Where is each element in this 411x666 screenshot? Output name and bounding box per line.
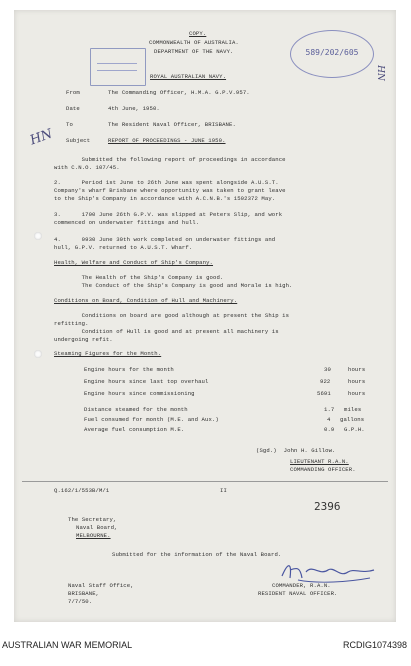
commonwealth-heading: COMMONWEALTH OF AUSTRALIA. [149,39,239,46]
department-heading: DEPARTMENT OF THE NAVY. [154,48,234,55]
steam-unit: miles [344,406,362,413]
signer-rank: LIEUTENANT R.A.N. [290,458,349,465]
from-value: The Commanding Officer, H.M.A. G.P.V.957. [108,89,250,96]
para-3-line: commenced on underwater fittings and hull. [54,219,200,226]
condition-line: Condition of Hull is good and at present all machinery is [54,328,279,335]
condition-line: Conditions on board are good although at present the Ship is [54,312,290,319]
steam-label: Engine hours since commissioning [84,390,195,397]
intro-line: with C.N.O. 107/45. [54,164,120,171]
steam-value: 1.7 [324,406,335,413]
section-divider [22,481,388,482]
minute-signer: RESIDENT NAVAL OFFICER. [258,590,338,597]
steam-value: 0.9 [324,426,335,433]
file-number-stamp [290,30,374,78]
punch-hole [34,350,42,358]
condition-line: undergoing refit. [54,336,113,343]
steam-value: 30 [324,366,331,373]
condition-line: refitting. [54,320,89,327]
steam-unit: gallons [340,416,365,423]
health-line: The Conduct of the Ship's Company is good and Morale is high. [54,282,293,289]
handwritten-number: 2396 [314,500,341,513]
minute-to-line: Naval Board, [76,524,118,531]
file-number: 589/202/605 [305,48,359,57]
steam-label: Engine hours for the month [84,366,174,373]
minute-to-line: MELBOURNE. [76,532,111,539]
date-value: 4th June, 1950. [108,105,160,112]
margin-initials: HN [28,126,55,149]
para-4-line: hull, G.P.V. returned to A.U.S.T. Wharf. [54,244,193,251]
punch-hole [34,232,42,240]
minute-signer: COMMANDER, R.A.N. [272,582,331,589]
minute-to-line: The Secretary, [68,516,117,523]
footer-credit: AUSTRALIAN WAR MEMORIAL [2,640,133,650]
para-3-line: 3. 1700 June 26th G.P.V. was slipped at Peters Slip, and work [54,211,283,218]
to-value: The Resident Naval Officer, BRISBANE. [108,121,236,128]
steam-unit: hours [348,378,366,385]
minute-number: II [220,487,227,494]
steam-label: Average fuel consumption M.E. [84,426,185,433]
minute-submitted: Submitted for the information of the Naval Board. [112,551,282,558]
steam-value: 922 [320,378,331,385]
steam-value: 4 [327,416,331,423]
steam-unit: hours [348,366,366,373]
to-label: To [66,121,73,128]
para-2-line: to the Ship's Company in accordance with A.C.N.B.'s 1502372 May. [54,195,276,202]
signer-title: COMMANDING OFFICER. [290,466,356,473]
intro-line: Submitted the following report of proceedings in accordance [54,156,286,163]
health-line: The Health of the Ship's Company is good. [54,274,224,281]
office-line: Naval Staff Office, [68,582,134,589]
steam-label: Distance steamed for the month [84,406,188,413]
received-stamp [90,48,146,86]
subject-value: REPORT OF PROCEEDINGS - JUNE 1950. [108,137,226,144]
footer-id: RCDIG1074398 [342,640,407,650]
para-4-line: 4. 0930 June 30th work completed on underwater fittings and [54,236,276,243]
steam-label: Engine hours since last top overhaul [84,378,209,385]
condition-heading: Conditions on Board, Condition of Hull and Machinery. [54,297,238,304]
subject-label: Subject [66,137,91,144]
steaming-heading: Steaming Figures for the Month. [54,350,162,357]
from-label: From [66,89,80,96]
margin-initials: HN [374,65,385,81]
office-line: BRISBANE, [68,590,100,597]
navy-heading: ROYAL AUSTRALIAN NAVY. [150,73,227,80]
health-heading: Health, Welfare and Conduct of Ship's Company. [54,259,214,266]
steam-label: Fuel consumed for month (M.E. and Aux.) [84,416,219,423]
document-page [14,10,396,622]
steam-unit: G.P.H. [344,426,365,433]
copy-heading: COPY. [189,30,207,37]
date-label: Date [66,105,80,112]
minute-reference: Q.162/1/553B/M/1 [54,487,110,494]
signed-line: (Sgd.) John H. Gillow. [256,447,336,454]
steam-unit: hours [348,390,366,397]
para-2-line: 2. Period 1st June to 26th June was spent alongside A.U.S.T. [54,179,279,186]
para-2-line: Company's wharf Brisbane where opportunity was taken to grant leave [54,187,286,194]
office-line: 7/7/50. [68,598,93,605]
steam-value: 5691 [317,390,331,397]
